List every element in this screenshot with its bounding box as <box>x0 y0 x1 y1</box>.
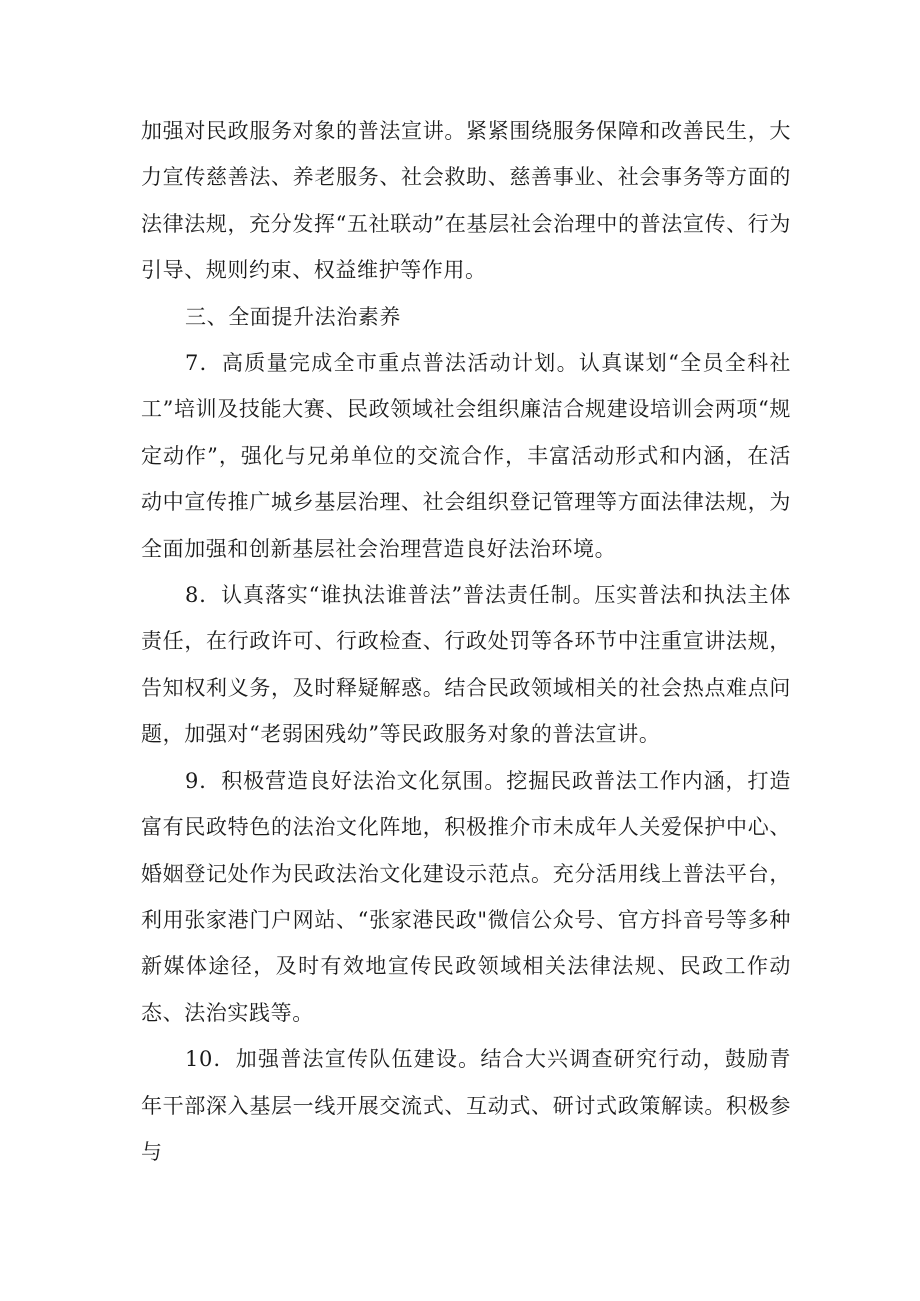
paragraph-item-9: 9．积极营造良好法治文化氛围。挖掘民政普法工作内涵，打造富有民政特色的法治文化阵地，积极推介市未成年人关爱保护中心、婚姻登记处作为民政法治文化建设示范点。充分活用线上普法平台，利用张家港门户网站、“张家港民政"微信公众号、官方抖音号等多种新媒体途径，及时有效地宣传民政领域相关法律法规、民政工作动态、法治实践等。 <box>141 768 791 1025</box>
document-body <box>141 108 791 1175</box>
section-heading: 三、全面提升法治素养 <box>185 304 401 329</box>
paragraph-item-8: 8．认真落实“谁执法谁普法”普法责任制。压实普法和执法主体责任，在行政许可、行政检查、行政处罚等各环节中注重宣讲法规，告知权利义务，及时释疑解惑。结合民政领域相关的社会热点难点问题，加强对“老弱困残幼”等民政服务对象的普法宣讲。 <box>141 583 791 747</box>
paragraph-item-7: 7．高质量完成全市重点普法活动计划。认真谋划“全员全科社工”培训及技能大赛、民政领域社会组织廉洁合规建设培训会两项“规定动作”，强化与兄弟单位的交流合作，丰富活动形式和内涵，在活动中宣传推广城乡基层治理、社会组织登记管理等方面法律法规，为全面加强和创新基层社会治理营造良好法治环境。 <box>141 351 791 561</box>
paragraph-continuation: 加强对民政服务对象的普法宣讲。紧紧围绕服务保障和改善民生，大力宣传慈善法、养老服务、社会救助、慈善事业、社会事务等方面的法律法规，充分发挥“五社联动”在基层社会治理中的普法宣传、行为引导、规则约束、权益维护等作用。 <box>141 119 791 283</box>
paragraph-item-10: 10．加强普法宣传队伍建设。结合大兴调查研究行动，鼓励青年干部深入基层一线开展交流式、互动式、研讨式政策解读。积极参与 <box>141 1047 791 1164</box>
